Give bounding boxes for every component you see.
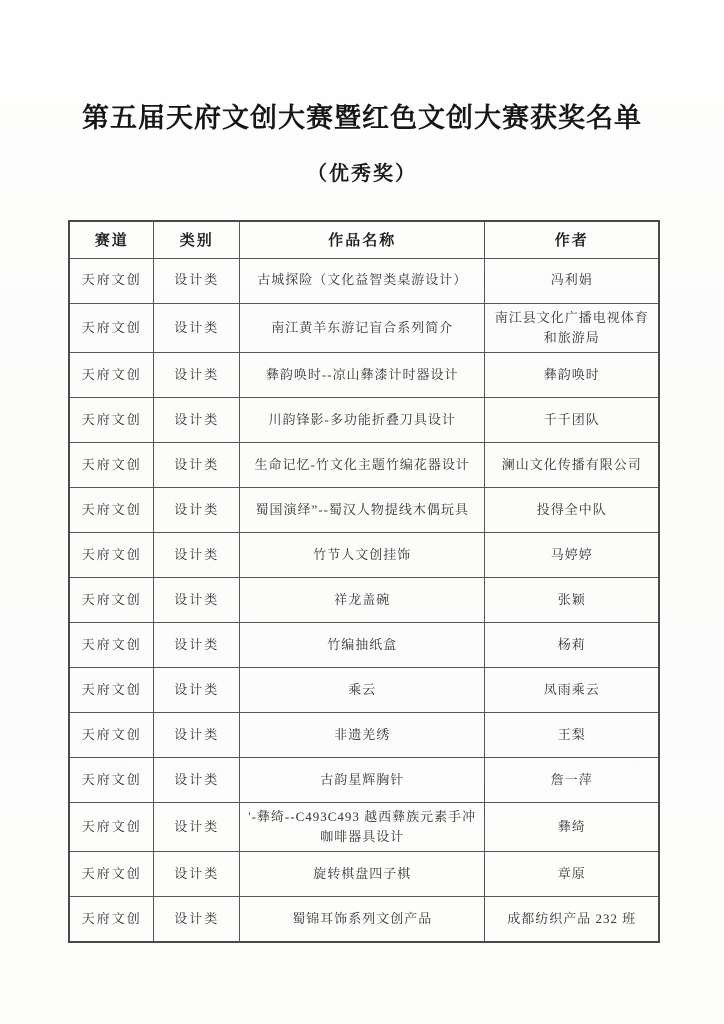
table-cell: 设计类 <box>154 442 240 487</box>
table-cell: 天府文创 <box>69 258 154 303</box>
table-cell: 竹节人文创挂饰 <box>240 532 485 577</box>
page-subtitle: （优秀奖） <box>307 163 417 185</box>
table-row <box>69 712 659 757</box>
table-cell: 天府文创 <box>69 802 154 851</box>
table-cell: 南江黄羊东游记盲合系列简介 <box>240 303 485 352</box>
table-cell: 詹一萍 <box>485 757 659 802</box>
header-cell-work: 作品名称 <box>240 221 485 258</box>
table-cell: 天府文创 <box>69 897 154 942</box>
table-cell: 杨莉 <box>485 622 659 667</box>
table-cell: 彝绮 <box>485 802 659 851</box>
table-cell: 设计类 <box>154 397 240 442</box>
table-cell: 成都纺织产品 232 班 <box>485 897 659 942</box>
table-row <box>69 802 659 851</box>
table-cell: 天府文创 <box>69 852 154 897</box>
header-cell-category: 类别 <box>154 221 240 258</box>
table-cell: 天府文创 <box>69 622 154 667</box>
table-cell: 设计类 <box>154 532 240 577</box>
table-row <box>69 352 659 397</box>
table-cell: 天府文创 <box>69 577 154 622</box>
table-cell: 蜀国演绎”--蜀汉人物提线木偶玩具 <box>240 487 485 532</box>
table-cell: 张颖 <box>485 577 659 622</box>
table-row <box>69 852 659 897</box>
table-cell: 设计类 <box>154 802 240 851</box>
table-cell: 天府文创 <box>69 442 154 487</box>
table-cell: 设计类 <box>154 352 240 397</box>
header-cell-track: 赛道 <box>69 221 154 258</box>
table-row <box>69 622 659 667</box>
table-cell: 投得全中队 <box>485 487 659 532</box>
table-cell: 南江县文化广播电视体育和旅游局 <box>485 303 659 352</box>
table-cell: 旋转棋盘四子棋 <box>240 852 485 897</box>
table-cell: 天府文创 <box>69 712 154 757</box>
table-cell: 章原 <box>485 852 659 897</box>
table-row <box>69 397 659 442</box>
header-cell-author: 作者 <box>485 221 659 258</box>
table-cell: 彝韵唤时--凉山彝漆计时器设计 <box>240 352 485 397</box>
table-cell: 设计类 <box>154 712 240 757</box>
table-cell: 澜山文化传播有限公司 <box>485 442 659 487</box>
table-row <box>69 258 659 303</box>
table-cell: 凤雨乘云 <box>485 667 659 712</box>
table-cell: 设计类 <box>154 667 240 712</box>
page-title: 第五届天府文创大赛暨红色文创大赛获奖名单 <box>82 103 642 133</box>
table-row <box>69 897 659 942</box>
table-cell: 马婷婷 <box>485 532 659 577</box>
award-table-body <box>69 258 659 942</box>
table-row <box>69 532 659 577</box>
table-row <box>69 667 659 712</box>
table-cell: 设计类 <box>154 303 240 352</box>
table-cell: 非遗羌绣 <box>240 712 485 757</box>
award-table <box>68 220 660 943</box>
table-cell: 天府文创 <box>69 487 154 532</box>
table-cell: 设计类 <box>154 622 240 667</box>
table-cell: 彝韵唤时 <box>485 352 659 397</box>
table-cell: 千千团队 <box>485 397 659 442</box>
table-row <box>69 442 659 487</box>
table-cell: 祥龙盖碗 <box>240 577 485 622</box>
table-cell: 设计类 <box>154 577 240 622</box>
table-header-row <box>69 221 659 258</box>
table-cell: 古城探险（文化益智类桌游设计） <box>240 258 485 303</box>
table-cell: 设计类 <box>154 897 240 942</box>
table-row <box>69 487 659 532</box>
table-cell: 王梨 <box>485 712 659 757</box>
table-cell: 冯利娟 <box>485 258 659 303</box>
table-cell: 乘云 <box>240 667 485 712</box>
table-cell: 天府文创 <box>69 352 154 397</box>
table-cell: 天府文创 <box>69 667 154 712</box>
table-row <box>69 757 659 802</box>
table-cell: 蜀锦耳饰系列文创产品 <box>240 897 485 942</box>
table-cell: 设计类 <box>154 258 240 303</box>
table-cell: 设计类 <box>154 487 240 532</box>
table-cell: 天府文创 <box>69 532 154 577</box>
table-cell: 天府文创 <box>69 757 154 802</box>
table-row <box>69 303 659 352</box>
table-cell: 竹编抽纸盒 <box>240 622 485 667</box>
table-cell: 川韵锋影-多功能折叠刀具设计 <box>240 397 485 442</box>
table-cell: 设计类 <box>154 757 240 802</box>
table-row <box>69 577 659 622</box>
table-cell: 天府文创 <box>69 303 154 352</box>
table-cell: '-彝绮--C493C493 越西彝族元素手冲咖啡器具设计 <box>240 802 485 851</box>
table-cell: 设计类 <box>154 852 240 897</box>
table-cell: 古韵星辉胸针 <box>240 757 485 802</box>
table-cell: 天府文创 <box>69 397 154 442</box>
table-cell: 生命记忆-竹文化主题竹编花器设计 <box>240 442 485 487</box>
